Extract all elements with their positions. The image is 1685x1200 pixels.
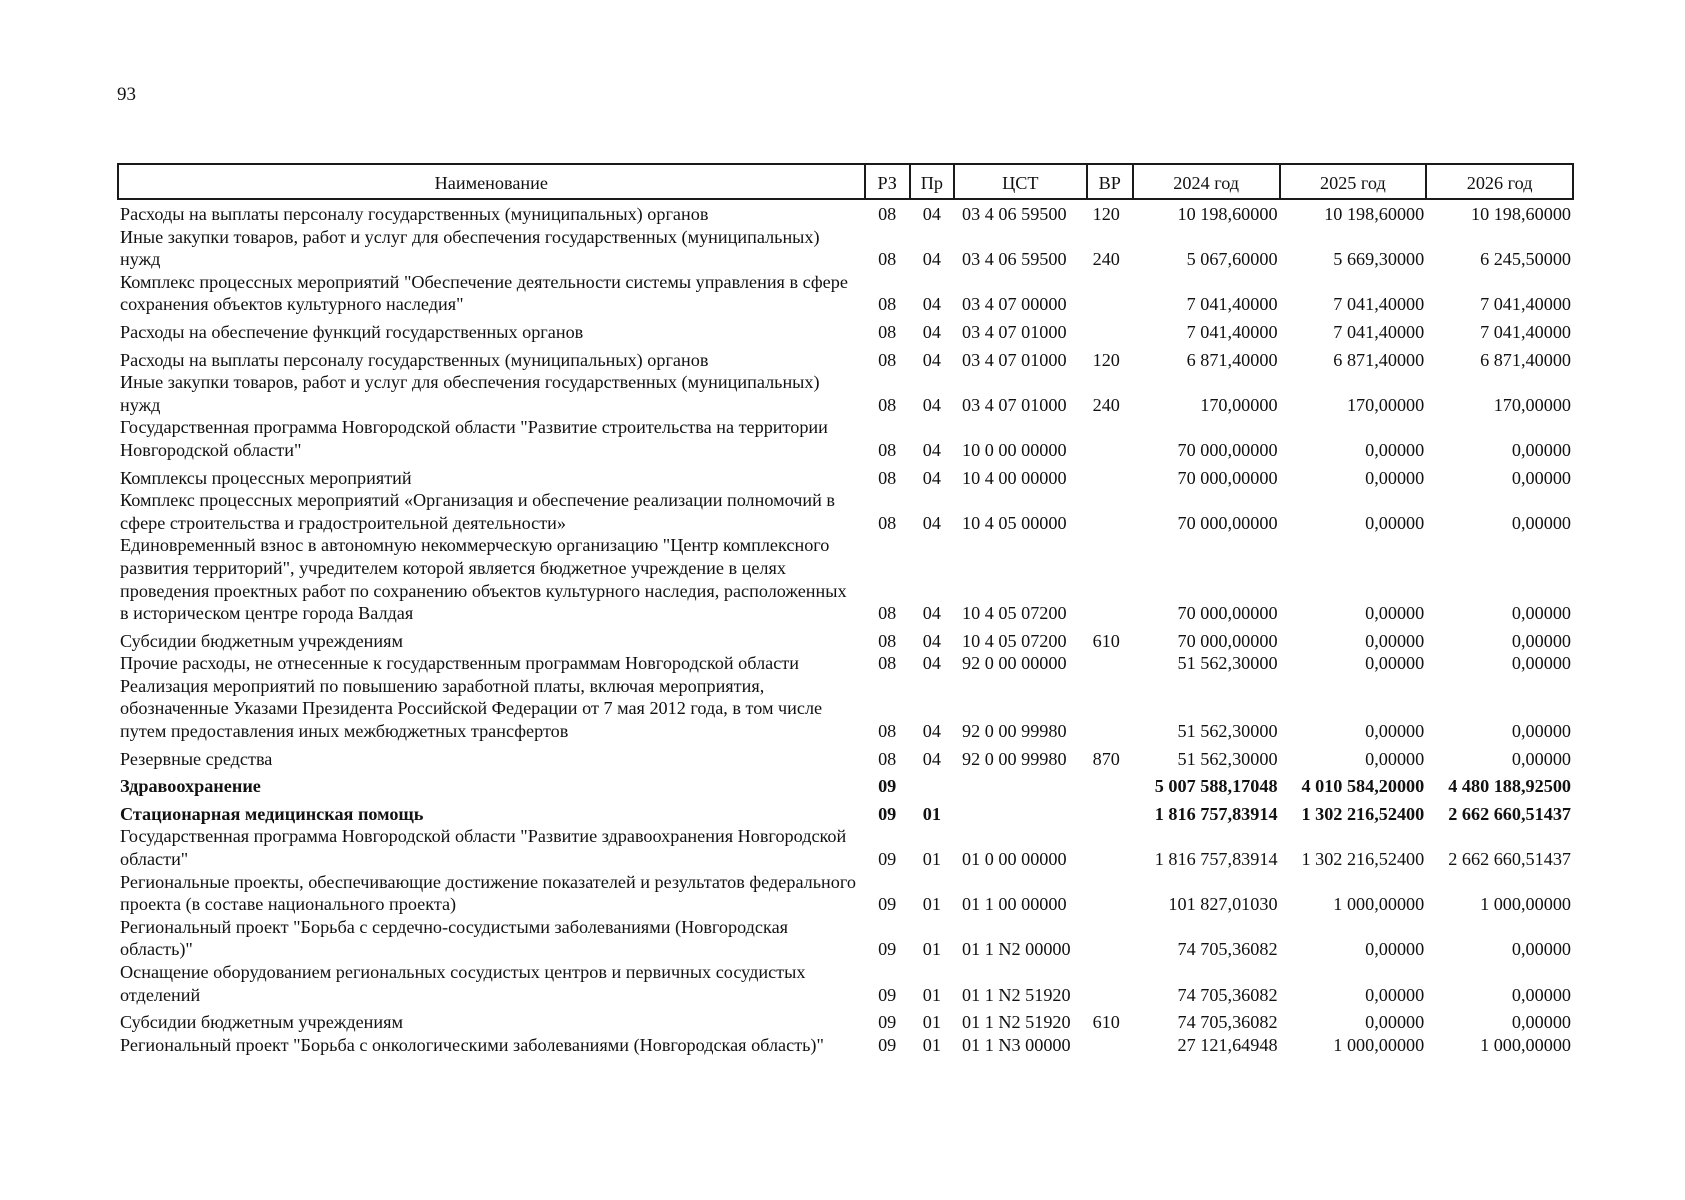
cell-pr: 04	[922, 204, 941, 224]
cell-2026: 1 000,00000	[1480, 1034, 1571, 1055]
cell-pr: 01	[922, 894, 941, 915]
cell-cst	[954, 770, 1087, 798]
cell-cst: 03 4 07 00000	[961, 294, 1067, 315]
cell-cst: 92 0 00 00000	[961, 653, 1067, 674]
cell-2026: 0,00000	[1511, 439, 1571, 460]
cell-2025: 0,00000	[1365, 721, 1425, 742]
cell-cst: 92 0 00 99980	[961, 721, 1067, 742]
cell-rz: 09	[878, 1034, 897, 1055]
cell-2025: 1 000,00000	[1333, 894, 1425, 915]
cell-vr	[1087, 462, 1133, 490]
cell-vr	[1087, 675, 1133, 743]
cell-rz: 08	[878, 467, 897, 488]
table-row	[118, 416, 1573, 461]
cell-2026: 1 000,00000	[1480, 894, 1571, 915]
cell-2025: 0,00000	[1365, 603, 1425, 624]
cell-vr	[1087, 798, 1133, 826]
cell-pr: 01	[922, 1012, 941, 1033]
cell-2025: 1 302 216,52400	[1301, 849, 1425, 870]
cell-2025: 1 000,00000	[1333, 1034, 1425, 1055]
table-row	[118, 371, 1573, 416]
cell-2024: 5 067,60000	[1186, 249, 1278, 270]
cell-2025: 5 669,30000	[1333, 249, 1425, 270]
header-vr: ВР	[1087, 164, 1133, 199]
table-row	[118, 798, 1573, 826]
table-row	[118, 625, 1573, 653]
cell-2025: 0,00000	[1365, 439, 1425, 460]
cell-2026: 0,00000	[1511, 748, 1571, 769]
cell-pr: 04	[922, 630, 941, 651]
cell-2026: 7 041,40000	[1480, 294, 1571, 315]
header-pr: Пр	[910, 164, 954, 199]
cell-rz: 08	[878, 439, 897, 460]
table-row	[118, 534, 1573, 624]
cell-2024: 74 705,36082	[1177, 939, 1278, 960]
cell-vr	[1087, 916, 1133, 961]
cell-2026: 0,00000	[1511, 603, 1571, 624]
table-row	[118, 344, 1573, 372]
cell-rz: 08	[878, 294, 897, 315]
cell-vr	[1087, 825, 1133, 870]
cell-2025: 1 302 216,52400	[1301, 803, 1425, 824]
cell-2025: 6 871,40000	[1333, 349, 1425, 370]
cell-pr: 04	[922, 249, 941, 270]
table-row	[118, 961, 1573, 1006]
cell-2026: 0,00000	[1511, 630, 1571, 651]
table-row	[118, 199, 1573, 226]
cell-2026: 2 662 660,51437	[1448, 849, 1571, 870]
cell-cst: 10 0 00 00000	[961, 439, 1067, 460]
cell-name: Региональный проект "Борьба с сердечно-сосудистыми заболеваниями (Новгородская область)"	[120, 916, 789, 960]
cell-cst: 10 4 00 00000	[961, 467, 1067, 488]
cell-2026: 0,00000	[1511, 653, 1571, 674]
cell-name: Иные закупки товаров, работ и услуг для обеспечения государственных (муниципальных) нужд	[120, 226, 820, 270]
table-row	[118, 316, 1573, 344]
cell-2026: 0,00000	[1511, 721, 1571, 742]
cell-2024: 51 562,30000	[1177, 653, 1278, 674]
cell-cst	[954, 798, 1087, 826]
page-number: 93	[117, 84, 136, 105]
cell-cst: 03 4 07 01000	[961, 321, 1067, 342]
cell-2025: 0,00000	[1365, 939, 1425, 960]
cell-2024: 70 000,00000	[1177, 603, 1278, 624]
cell-2024: 70 000,00000	[1177, 630, 1278, 651]
cell-2025: 0,00000	[1365, 1012, 1425, 1033]
table-row	[118, 652, 1573, 675]
table-row	[118, 462, 1573, 490]
cell-2024: 1 816 757,83914	[1154, 803, 1278, 824]
cell-2025: 0,00000	[1365, 630, 1425, 651]
cell-pr	[910, 770, 954, 798]
cell-cst: 01 1 N2 51920	[961, 1012, 1071, 1033]
cell-rz: 09	[878, 776, 897, 797]
cell-rz: 08	[878, 394, 897, 415]
cell-vr: 240	[1092, 394, 1120, 415]
cell-name: Комплекс процессных мероприятий "Обеспечение деятельности системы управления в сфере сохранения объектов культурного наследия"	[120, 271, 848, 315]
cell-name: Государственная программа Новгородской области "Развитие строительства на территории Новгородской области"	[120, 417, 828, 460]
cell-pr: 04	[922, 467, 941, 488]
cell-name: Комплекс процессных мероприятий «Организация и обеспечение реализации полномочий в сфере строительства и градостроительной деятельности»	[120, 490, 835, 533]
table-row	[118, 675, 1573, 743]
cell-vr	[1087, 1034, 1133, 1057]
cell-2025: 0,00000	[1365, 748, 1425, 769]
cell-2024: 7 041,40000	[1186, 321, 1278, 342]
cell-name: Прочие расходы, не отнесенные к государственным программам Новгородской области	[120, 653, 799, 674]
cell-2025: 0,00000	[1365, 984, 1425, 1005]
cell-vr	[1087, 534, 1133, 624]
cell-2024: 5 007 588,17048	[1154, 776, 1278, 797]
cell-pr: 04	[922, 603, 941, 624]
cell-pr: 01	[922, 849, 941, 870]
cell-2026: 170,00000	[1493, 394, 1571, 415]
cell-name: Единовременный взнос в автономную некоммерческую организацию "Центр комплексного развития территорий", учредителем которой является бюджетное учреждение в целях проведения проектных работ по сохранению объектов культурного наследия, расположенных в историческом центре города Валдая	[120, 535, 847, 624]
header-2024: 2024 год	[1133, 164, 1280, 199]
cell-pr: 04	[922, 653, 941, 674]
cell-vr	[1087, 489, 1133, 534]
cell-vr	[1087, 871, 1133, 916]
cell-pr: 04	[922, 394, 941, 415]
cell-rz: 08	[878, 748, 897, 769]
cell-vr	[1087, 316, 1133, 344]
cell-cst: 03 4 06 59500	[961, 204, 1067, 224]
cell-rz: 09	[878, 1012, 897, 1033]
cell-pr: 04	[922, 439, 941, 460]
cell-2024: 74 705,36082	[1177, 1012, 1278, 1033]
cell-cst: 03 4 07 01000	[961, 349, 1067, 370]
table-row	[118, 226, 1573, 271]
cell-cst: 03 4 07 01000	[961, 394, 1067, 415]
cell-2025: 0,00000	[1365, 512, 1425, 533]
cell-vr	[1087, 416, 1133, 461]
cell-name: Региональные проекты, обеспечивающие достижение показателей и результатов федерального проекта (в составе национального проекта)	[120, 871, 856, 915]
cell-vr: 120	[1092, 349, 1120, 370]
cell-vr: 120	[1092, 204, 1120, 224]
header-cst: ЦСТ	[954, 164, 1087, 199]
cell-2026: 7 041,40000	[1480, 321, 1571, 342]
cell-cst: 01 1 N3 00000	[961, 1034, 1071, 1055]
cell-2026: 6 871,40000	[1480, 349, 1571, 370]
cell-name: Иные закупки товаров, работ и услуг для обеспечения государственных (муниципальных) нужд	[120, 372, 820, 415]
cell-2026: 0,00000	[1511, 512, 1571, 533]
cell-cst: 10 4 05 00000	[961, 512, 1067, 533]
cell-pr: 04	[922, 748, 941, 769]
cell-rz: 08	[878, 721, 897, 742]
cell-pr: 04	[922, 512, 941, 533]
header-2025: 2025 год	[1280, 164, 1427, 199]
cell-rz: 09	[878, 803, 897, 824]
cell-rz: 09	[878, 894, 897, 915]
cell-2024: 70 000,00000	[1177, 512, 1278, 533]
cell-name: Субсидии бюджетным учреждениям	[120, 630, 404, 651]
cell-name: Комплексы процессных мероприятий	[120, 467, 412, 488]
table-row	[118, 825, 1573, 870]
cell-name: Региональный проект "Борьба с онкологическими заболеваниями (Новгородская область)"	[120, 1034, 824, 1055]
cell-name: Резервные средства	[120, 748, 273, 769]
cell-name: Стационарная медицинская помощь	[120, 803, 424, 824]
table-row	[118, 770, 1573, 798]
cell-2025: 0,00000	[1365, 467, 1425, 488]
header-name: Наименование	[118, 164, 865, 199]
cell-2026: 0,00000	[1511, 984, 1571, 1005]
cell-vr: 610	[1092, 630, 1120, 651]
cell-vr: 610	[1092, 1012, 1120, 1033]
cell-cst: 03 4 06 59500	[961, 249, 1067, 270]
table-header-row	[118, 164, 1573, 199]
cell-2026: 6 245,50000	[1480, 249, 1571, 270]
table-row	[118, 1006, 1573, 1034]
table-row	[118, 489, 1573, 534]
cell-pr: 01	[922, 803, 941, 824]
cell-cst: 10 4 05 07200	[961, 603, 1067, 624]
cell-pr: 01	[922, 984, 941, 1005]
cell-2025: 7 041,40000	[1333, 321, 1425, 342]
cell-2025: 10 198,60000	[1324, 204, 1425, 224]
header-2026: 2026 год	[1426, 164, 1573, 199]
cell-2024: 1 816 757,83914	[1154, 849, 1278, 870]
cell-rz: 08	[878, 249, 897, 270]
cell-2024: 70 000,00000	[1177, 467, 1278, 488]
cell-2026: 2 662 660,51437	[1448, 803, 1571, 824]
cell-cst: 01 1 N2 00000	[961, 939, 1071, 960]
cell-rz: 08	[878, 204, 897, 224]
table-body	[118, 199, 1573, 1056]
cell-2024: 101 827,01030	[1168, 894, 1278, 915]
table-row	[118, 916, 1573, 961]
table-row	[118, 871, 1573, 916]
cell-2024: 51 562,30000	[1177, 721, 1278, 742]
cell-vr: 240	[1092, 249, 1120, 270]
cell-rz: 08	[878, 630, 897, 651]
header-rz: РЗ	[865, 164, 910, 199]
cell-rz: 09	[878, 849, 897, 870]
cell-rz: 09	[878, 939, 897, 960]
cell-rz: 08	[878, 349, 897, 370]
cell-2024: 74 705,36082	[1177, 984, 1278, 1005]
cell-2025: 7 041,40000	[1333, 294, 1425, 315]
cell-rz: 08	[878, 512, 897, 533]
cell-pr: 04	[922, 349, 941, 370]
cell-pr: 01	[922, 1034, 941, 1055]
cell-2026: 0,00000	[1511, 467, 1571, 488]
cell-vr	[1087, 961, 1133, 1006]
cell-cst: 01 1 N2 51920	[961, 984, 1071, 1005]
cell-pr: 04	[922, 321, 941, 342]
cell-cst: 10 4 05 07200	[961, 630, 1067, 651]
cell-rz: 08	[878, 653, 897, 674]
cell-name: Государственная программа Новгородской области "Развитие здравоохранения Новгородской области"	[120, 826, 847, 870]
cell-cst: 92 0 00 99980	[961, 748, 1067, 769]
cell-2024: 10 198,60000	[1177, 204, 1278, 224]
cell-2025: 4 010 584,20000	[1301, 776, 1425, 797]
cell-cst: 01 1 00 00000	[961, 894, 1067, 915]
cell-name: Расходы на обеспечение функций государственных органов	[120, 321, 584, 342]
cell-name: Субсидии бюджетным учреждениям	[120, 1012, 404, 1033]
cell-rz: 08	[878, 603, 897, 624]
cell-2024: 27 121,64948	[1177, 1034, 1278, 1055]
table-row	[118, 271, 1573, 316]
cell-name: Здравоохранение	[120, 776, 261, 797]
cell-pr: 04	[922, 721, 941, 742]
cell-vr	[1087, 770, 1133, 798]
budget-table	[117, 163, 1574, 1056]
cell-name: Расходы на выплаты персоналу государственных (муниципальных) органов	[120, 204, 709, 224]
cell-name: Расходы на выплаты персоналу государственных (муниципальных) органов	[120, 349, 709, 370]
cell-2025: 170,00000	[1346, 394, 1425, 415]
cell-2025: 0,00000	[1365, 653, 1425, 674]
cell-2026: 0,00000	[1511, 1012, 1571, 1033]
cell-vr: 870	[1092, 748, 1120, 769]
cell-vr	[1087, 271, 1133, 316]
cell-rz: 09	[878, 984, 897, 1005]
cell-2024: 70 000,00000	[1177, 439, 1278, 460]
cell-2024: 6 871,40000	[1186, 349, 1278, 370]
cell-pr: 04	[922, 294, 941, 315]
cell-pr: 01	[922, 939, 941, 960]
cell-2024: 7 041,40000	[1186, 294, 1278, 315]
cell-name: Оснащение оборудованием региональных сосудистых центров и первичных сосудистых отделений	[120, 962, 806, 1005]
cell-2026: 4 480 188,92500	[1448, 776, 1571, 797]
cell-name: Реализация мероприятий по повышению заработной платы, включая мероприятия, обозначенные Указами Президента Российской Федерации от 7 мая 2012 года, в том числе путем предоставления иных межбюджетных трансфертов	[120, 675, 823, 742]
cell-2024: 51 562,30000	[1177, 748, 1278, 769]
cell-rz: 08	[878, 321, 897, 342]
cell-2026: 10 198,60000	[1470, 204, 1571, 224]
table-row	[118, 1034, 1573, 1057]
cell-cst: 01 0 00 00000	[961, 849, 1067, 870]
cell-2026: 0,00000	[1511, 939, 1571, 960]
table-row	[118, 743, 1573, 771]
cell-vr	[1087, 652, 1133, 675]
cell-2024: 170,00000	[1200, 394, 1278, 415]
